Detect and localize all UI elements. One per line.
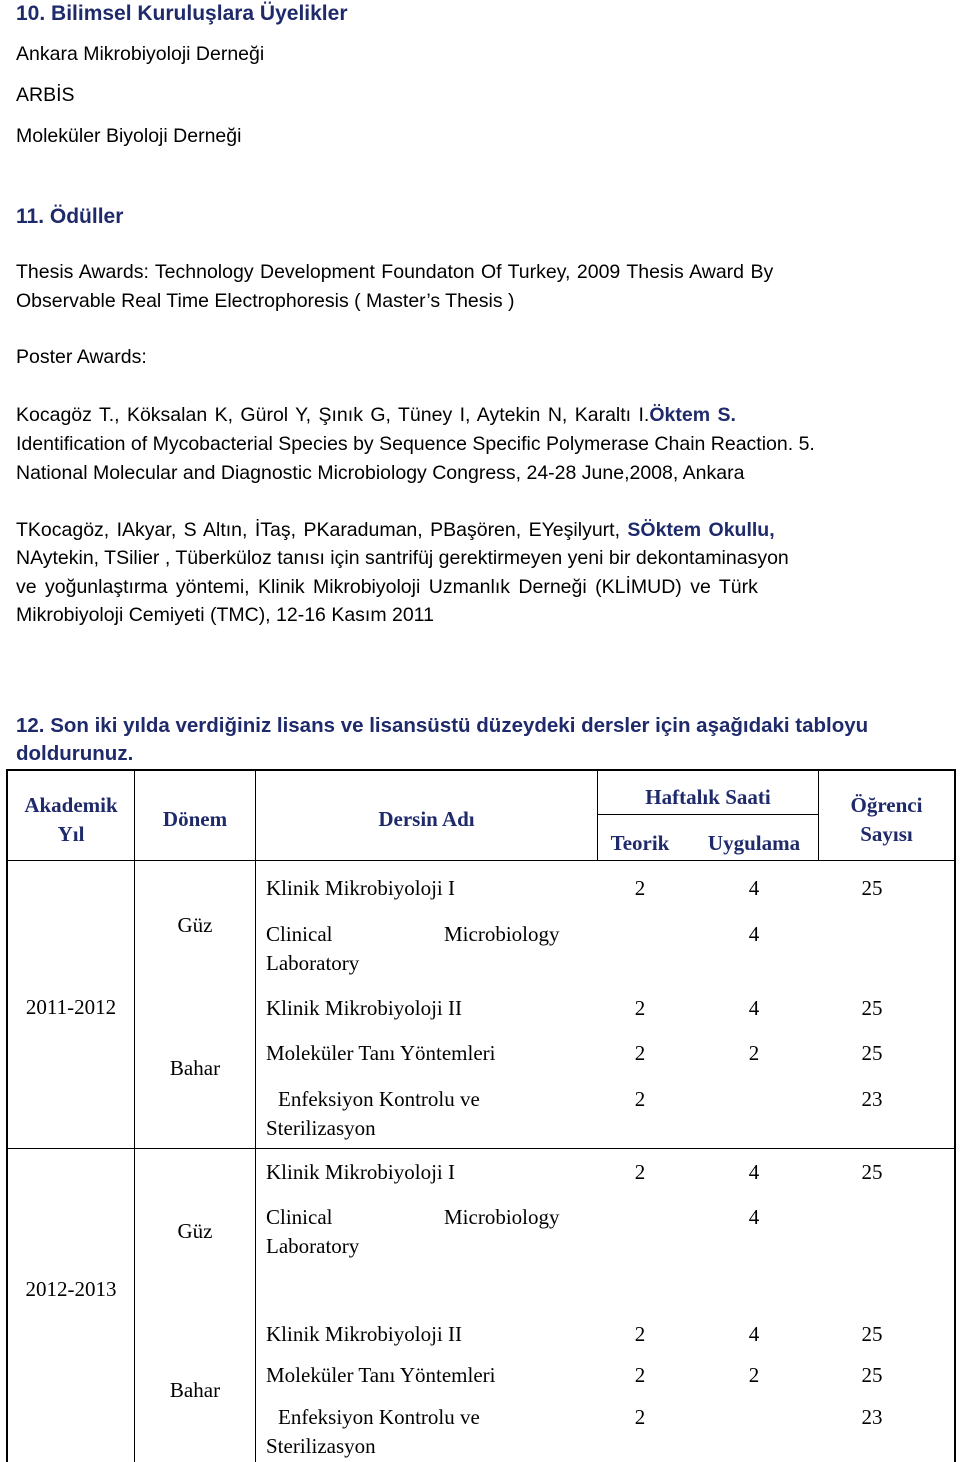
column-divider-1 bbox=[134, 769, 135, 1462]
practice-hours: 4 bbox=[748, 922, 760, 946]
membership-item: Ankara Mikrobiyoloji Derneği bbox=[16, 43, 265, 65]
theory-hours: 2 bbox=[634, 1322, 646, 1346]
header-practice: Uygulama bbox=[707, 831, 801, 855]
term: Güz bbox=[177, 1219, 213, 1243]
poster-2-authors bbox=[16, 516, 775, 544]
poster-1-venue: National Molecular and Diagnostic Microbiology Congress, 24-28 June,2008, Ankara bbox=[16, 462, 745, 484]
course-name: Klinik Mikrobiyoloji II bbox=[266, 996, 462, 1020]
course-name-line-2: Laboratory bbox=[266, 951, 360, 975]
year-divider bbox=[6, 1148, 956, 1149]
thesis-award-line-1: Thesis Awards: Technology Development Foundaton Of Turkey, 2009 Thesis Award By bbox=[16, 261, 774, 283]
course-name-line-2: Laboratory bbox=[266, 1234, 360, 1258]
practice-hours: 4 bbox=[748, 1322, 760, 1346]
practice-hours: 4 bbox=[748, 1160, 760, 1184]
theory-hours: 2 bbox=[634, 1087, 646, 1111]
course-name-line-1: Enfeksiyon Kontrolu ve bbox=[278, 1087, 480, 1111]
poster-2-highlighted-author: SÖktem Okullu, bbox=[627, 519, 775, 541]
course-name: Klinik Mikrobiyoloji I bbox=[266, 1160, 455, 1184]
poster-2-title-line-1: NAytekin, TSilier , Tüberküloz tanısı için santrifüj gerektirmeyen yeni bir dekontaminasyon bbox=[16, 547, 789, 569]
course-name-line-1: Clinical bbox=[266, 1205, 333, 1229]
course-name: Moleküler Tanı Yöntemleri bbox=[266, 1363, 496, 1387]
academic-year: 2012-2013 bbox=[25, 1277, 117, 1301]
course-name: Klinik Mikrobiyoloji II bbox=[266, 1322, 462, 1346]
table-border-right bbox=[954, 769, 956, 1462]
poster-2-venue: Mikrobiyoloji Cemiyeti (TMC), 12-16 Kasım 2011 bbox=[16, 604, 434, 626]
poster-2-title-line-2: ve yoğunlaştırma yöntemi, Klinik Mikrobiyoloji Uzmanlık Derneği (KLİMUD) ve Türk bbox=[16, 576, 758, 598]
course-name-line-1b: Microbiology bbox=[444, 1205, 560, 1229]
student-count: 25 bbox=[861, 1041, 883, 1065]
header-course-name: Dersin Adı bbox=[378, 807, 475, 831]
theory-hours: 2 bbox=[634, 1041, 646, 1065]
column-divider-2 bbox=[255, 769, 256, 1462]
student-count: 25 bbox=[861, 1160, 883, 1184]
weekly-hours-divider bbox=[597, 814, 818, 815]
theory-hours: 2 bbox=[634, 876, 646, 900]
course-name: Klinik Mikrobiyoloji I bbox=[266, 876, 455, 900]
practice-hours: 4 bbox=[748, 876, 760, 900]
header-weekly-hours: Haftalık Saati bbox=[645, 785, 771, 809]
term: Bahar bbox=[169, 1056, 221, 1080]
student-count: 25 bbox=[861, 1363, 883, 1387]
theory-hours: 2 bbox=[634, 1405, 646, 1429]
theory-hours: 2 bbox=[634, 996, 646, 1020]
header-academic-year-line-2: Yıl bbox=[57, 822, 85, 846]
student-count: 23 bbox=[861, 1405, 883, 1429]
poster-2-authors-text: TKocagöz, IAkyar, S Altın, İTaş, PKaraduman, PBaşören, EYeşilyurt, bbox=[16, 519, 628, 541]
header-academic-year bbox=[8, 791, 134, 849]
poster-1-highlighted-author: Öktem S. bbox=[649, 404, 736, 426]
course-name-line-2: Sterilizasyon bbox=[266, 1116, 376, 1140]
theory-hours: 2 bbox=[634, 1363, 646, 1387]
term: Bahar bbox=[169, 1378, 221, 1402]
academic-year: 2011-2012 bbox=[25, 995, 117, 1019]
student-count: 25 bbox=[861, 996, 883, 1020]
course-name-line-1: Clinical bbox=[266, 922, 333, 946]
practice-hours: 4 bbox=[748, 1205, 760, 1229]
membership-item: ARBİS bbox=[16, 84, 75, 106]
practice-hours: 4 bbox=[748, 996, 760, 1020]
header-academic-year-line-1: Akademik bbox=[24, 793, 118, 817]
course-name-line-2: Sterilizasyon bbox=[266, 1434, 376, 1458]
poster-1-title: Identification of Mycobacterial Species by Sequence Specific Polymerase Chain Reaction. 5. bbox=[16, 433, 815, 455]
student-count: 25 bbox=[861, 1322, 883, 1346]
section-12-heading-line-1: 12. Son iki yılda verdiğiniz lisans ve lisansüstü düzeydeki dersler için aşağıdaki tabloyu bbox=[16, 714, 869, 737]
course-name-line-1: Enfeksiyon Kontrolu ve bbox=[278, 1405, 480, 1429]
table-border-top bbox=[6, 769, 956, 771]
membership-item: Moleküler Biyoloji Derneği bbox=[16, 125, 242, 147]
section-11-heading: 11. Ödüller bbox=[16, 205, 124, 228]
practice-hours: 2 bbox=[748, 1363, 760, 1387]
table-border-left bbox=[6, 769, 8, 1462]
course-name-line-1b: Microbiology bbox=[444, 922, 560, 946]
practice-hours: 2 bbox=[748, 1041, 760, 1065]
section-12-heading-line-2: doldurunuz. bbox=[16, 742, 134, 765]
student-count: 23 bbox=[861, 1087, 883, 1111]
header-term: Dönem bbox=[162, 807, 228, 831]
term: Güz bbox=[177, 913, 213, 937]
poster-1-authors bbox=[16, 401, 736, 429]
header-student-count bbox=[819, 791, 954, 849]
poster-1-authors-text: Kocagöz T., Köksalan K, Gürol Y, Şınık G, Tüney I, Aytekin N, Karaltı I. bbox=[16, 404, 650, 426]
header-student-count-line-2: Sayısı bbox=[860, 822, 913, 846]
section-10-heading: 10. Bilimsel Kuruluşlara Üyelikler bbox=[16, 2, 348, 25]
header-theory: Teorik bbox=[610, 831, 670, 855]
table-header-divider bbox=[6, 860, 956, 861]
header-student-count-line-1: Öğrenci bbox=[850, 793, 923, 817]
poster-awards-label: Poster Awards: bbox=[16, 346, 147, 368]
theory-hours: 2 bbox=[634, 1160, 646, 1184]
student-count: 25 bbox=[861, 876, 883, 900]
thesis-award-line-2: Observable Real Time Electrophoresis ( Master’s Thesis ) bbox=[16, 290, 515, 312]
course-name: Moleküler Tanı Yöntemleri bbox=[266, 1041, 496, 1065]
